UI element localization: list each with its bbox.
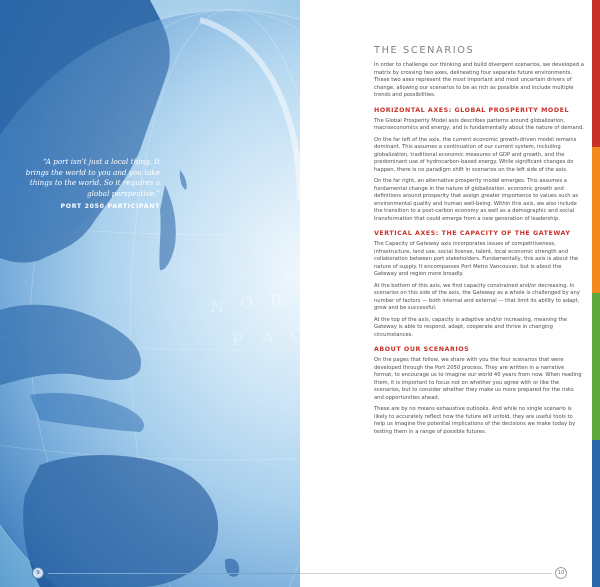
page-number-right: 10 [555,567,567,579]
section-paragraph: The Global Prosperity Model axis describes patterns around globalization, macroeconomics and energy, and is fundamentally about the nature of demand. [374,117,584,131]
edge-tab-orange [592,147,600,293]
section-heading-about-scenarios: ABOUT OUR SCENARIOS [374,346,470,353]
quote-attribution: PORT 2050 PARTICIPANT [60,203,160,210]
page-title: THE SCENARIOS [374,45,475,56]
page-number-left: 9 [32,567,44,579]
section-heading-horizontal-axes: HORIZONTAL AXES: GLOBAL PROSPERITY MODEL [374,106,570,114]
footer-rule-right [300,573,552,574]
section-paragraph: On the pages that follow, we share with you the four scenarios that were developed through the Port 2050 process. They are written in a narrative format, to encourage us to imagine our world 40 years from now. When reading them, it is important to focus not on whether you agree with or like the scenarios, but to consider whether they make us more prepared for the risks and opportunities ahead. [374,357,582,401]
text-column [374,44,584,440]
edge-tab-red [592,0,600,147]
edge-tab-green [592,293,600,440]
section-heading-vertical-axes: VERTICAL AXES: THE CAPACITY OF THE GATEWAY [374,230,571,237]
text-page [300,0,600,587]
intro-paragraph: In order to challenge our thinking and build divergent scenarios, we developed a matrix by crossing two axes, delineating four separate future environments. These two axes represent the most important and most uncertain drivers of change, allowing our scenarios to be as rich as possible and include multiple trends and possibilities. [374,62,584,98]
section-paragraph: The Capacity of Gateway axis incorporates issues of competitiveness, infrastructure, land use, social license, talent, local economic strength and collaboration between port stakeholders. Fundamentally, this axis is about the nature of supply. It encompasses Port Metro Vancouver, but is about the Gateway and region more broadly. [374,241,579,277]
pull-quote: “A port isn’t just a local thing. It brings the world to you and you take things to the world. So it requires a global perspective.” [25,157,160,198]
section-paragraph: These are by no means exhaustive outlooks. And while no single scenario is likely to accurately reflect how the future will unfold, they are useful tools to help us imagine the potential implications of the decisions we make today by testing them in a range of possible futures. [374,406,576,435]
section-paragraph: At the top of the axis, capacity is adaptive and/or increasing, meaning the Gateway is able to respond, adapt, cooperate and thrive in changing circumstances. [374,316,567,338]
footer-rule-left [48,573,300,574]
section-paragraph: On the far left of the axis, the current economic growth-driven model remains dominant. This assumes a continuation of our current system, including globalization, traditional economic measures of GDP and growth, and the predominant use of hydrocarbon-based energy. While significant changes do happen, there is no paradigm shift in scenarios on the left side of the axis. [374,136,577,173]
section-paragraph: At the bottom of this axis, we find capacity constrained and/or decreasing. In scenarios on this side of the axis, the Gateway as a whole is challenged by any number of factors — both internal and external — that limit its ability to adapt, grow and be successful. [374,282,580,311]
edge-tab-blue [592,440,600,587]
section-paragraph: On the far right, an alternative prosperity model emerges. This assumes a fundamental change in the nature of globalization, economic growth and definitions around prosperity that assign greater importance to values such as environmental quality and human well-being. Within this axis, we also include the transition to a post-carbon economy as well as a demographic and social transformation that could emerge from a new generation of leadership. [374,178,579,222]
